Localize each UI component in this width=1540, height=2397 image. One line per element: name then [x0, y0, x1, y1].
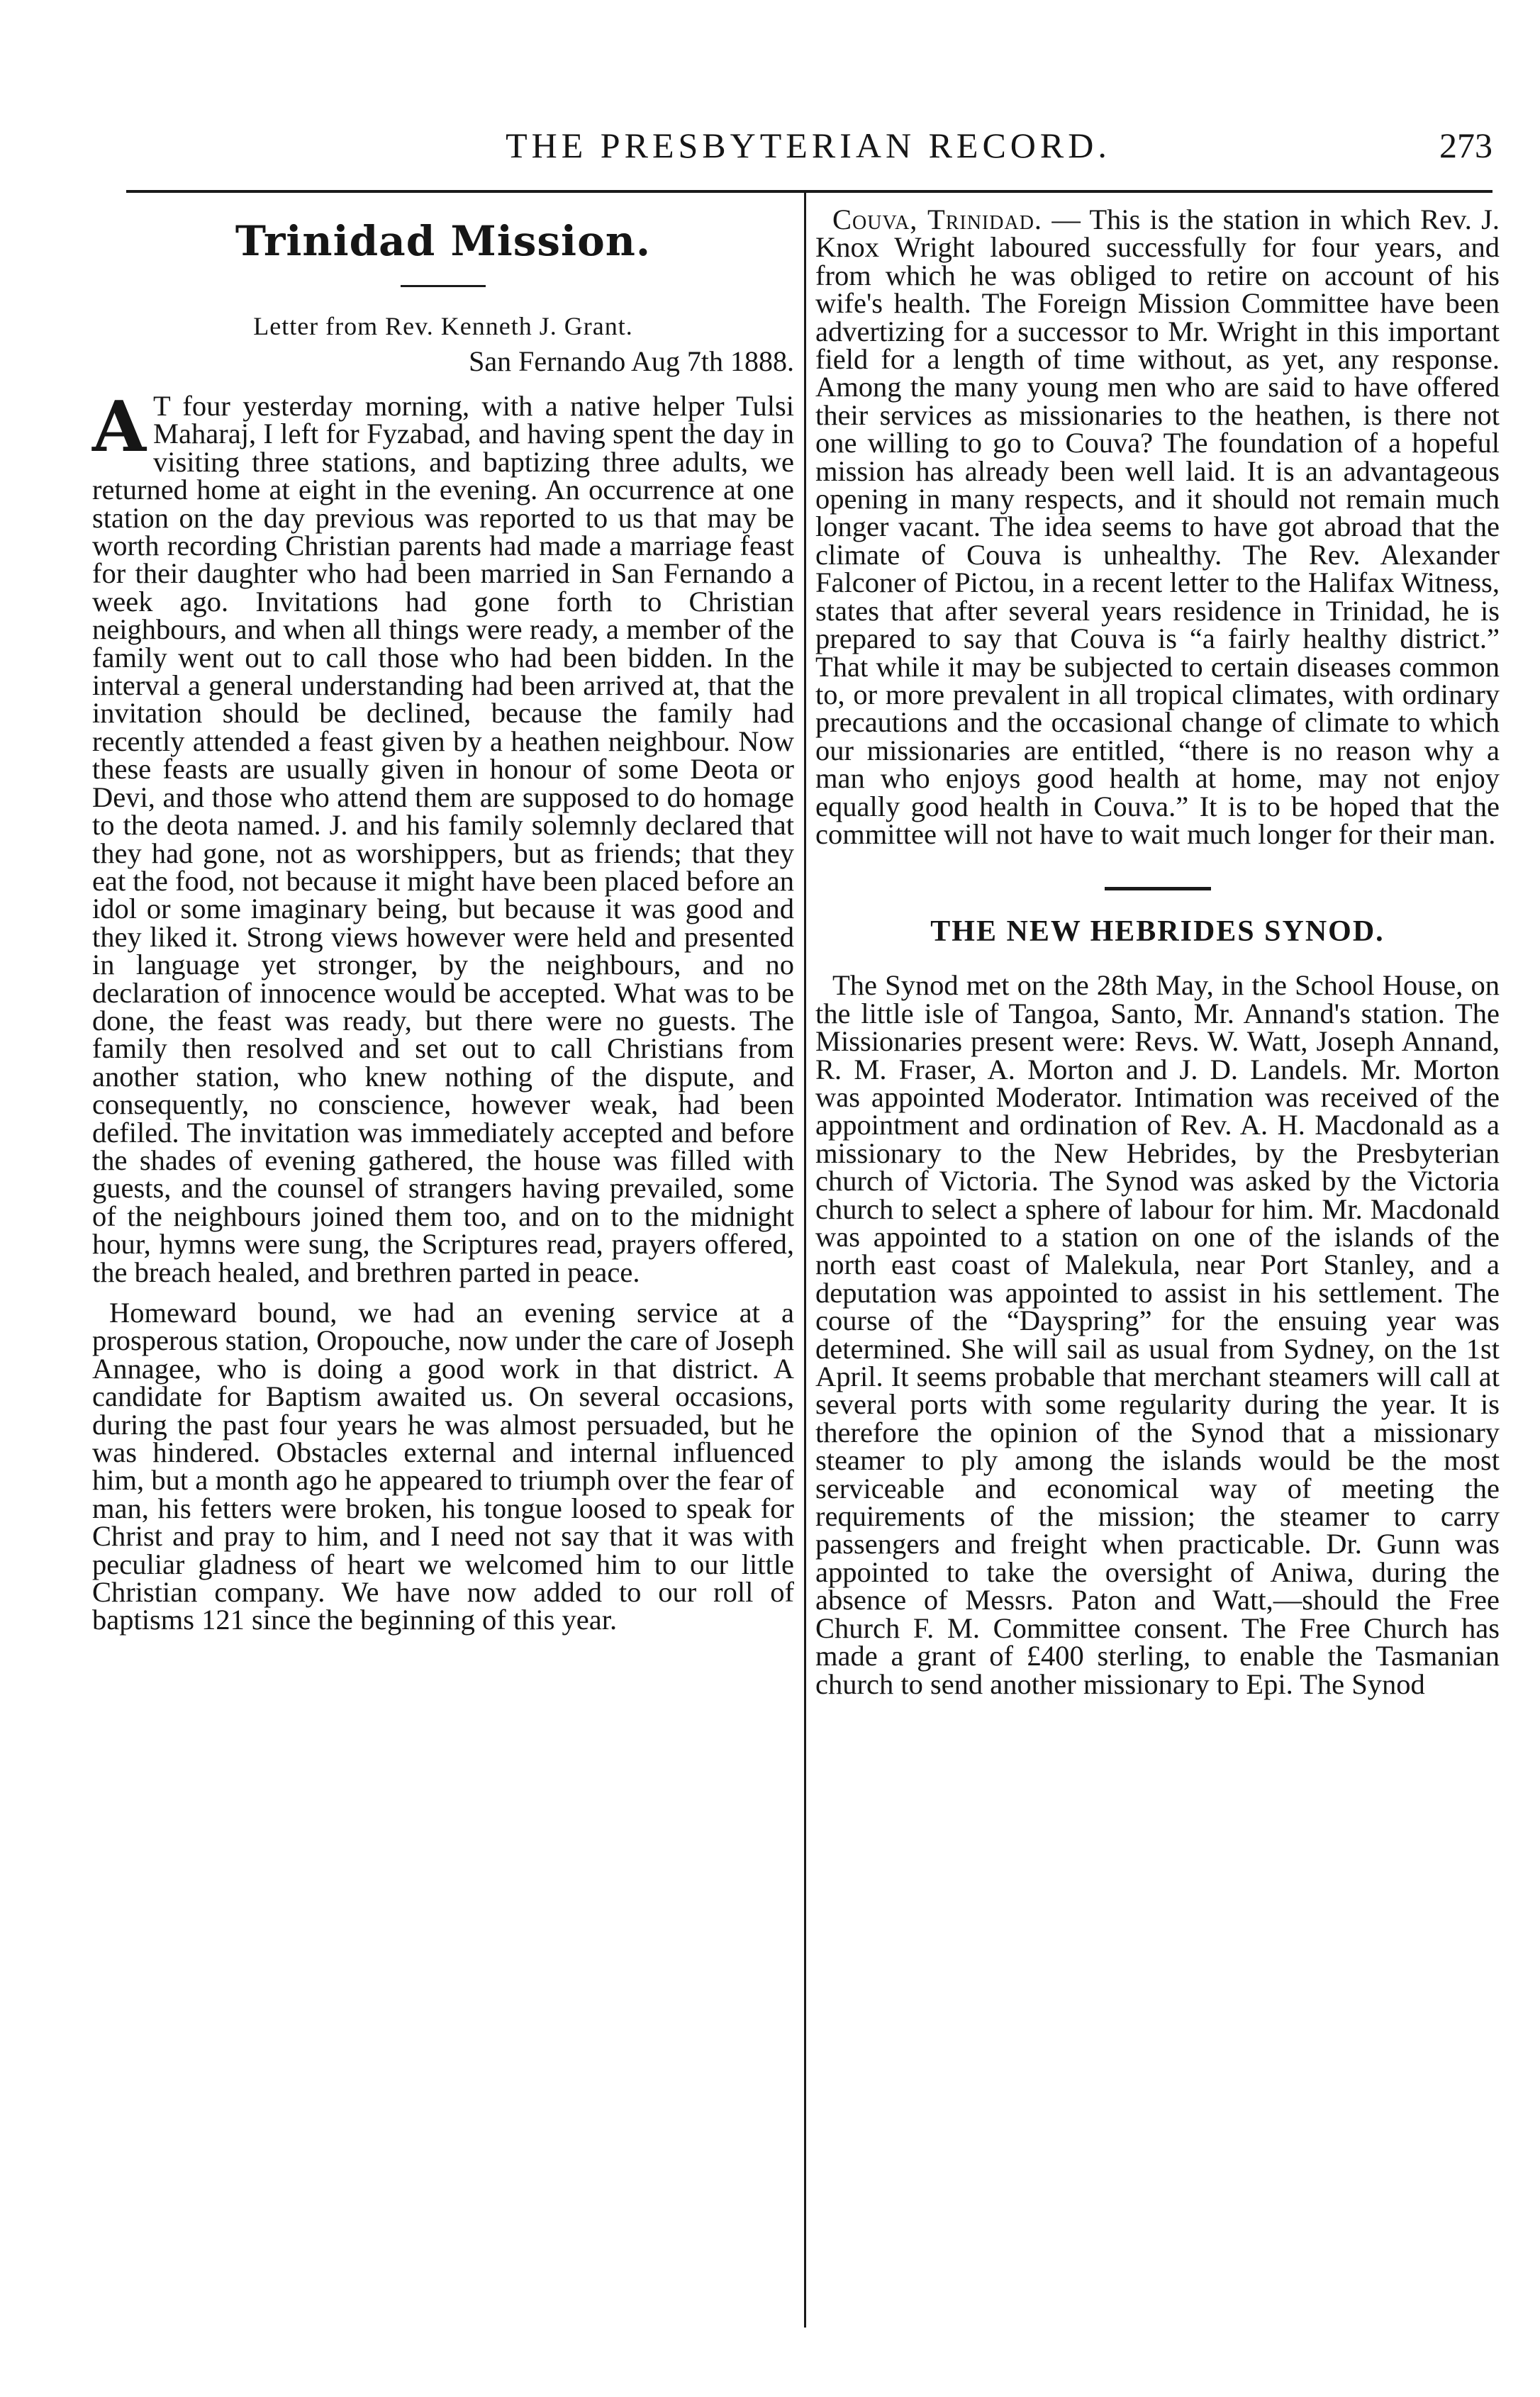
letter-dateline: San Fernando Aug 7th 1888.	[469, 345, 794, 377]
running-title: THE PRESBYTERIAN RECORD.	[506, 125, 1111, 165]
column-divider	[804, 190, 806, 2328]
letter-paragraph-2: Homeward bound, we had an evening service at a prosperous station, Oropouche, now under the care of Joseph Annagee, who is doing a good work in that district. A candidate for Baptism awaited us. On several occasions, during the past four years he was almost persuaded, but he was hindered. Obstacles external and internal influenced him, but a month ago he appeared to triumph over the fear of man, his fetters were broken, his tongue loosed to speak for Christ and pray to him, and I need not say that it was with peculiar gladness of heart we welcomed him to our little Christian company. We have now added to our roll of baptisms 121 since the beginning of this year.	[92, 1297, 794, 1636]
couva-lead: Couva, Trinidad.	[832, 203, 1043, 235]
page-number: 273	[1439, 125, 1492, 165]
synod-paragraph: The Synod met on the 28th May, in the School House, on the little isle of Tangoa, Santo, Mr. Annand's station. The Missionaries present were: Revs. W. Watt, Joseph Annand, R. M. Fraser, A. Morton and J. D. Landels. Mr. Morton was appointed Moderator. Intimation was received of the appointment and ordination of Rev. A. H. Macdonald as a missionary to the New Hebrides, by the Presbyterian church of Victoria. The Synod was asked by the Victoria church to select a sphere of labour for him. Mr. Macdonald was appointed to a station on one of the islands of the north east coast of Malekula, near Port Stanley, and a deputation was appointed to assist in his settlement. The course of the “Dayspring” for the ensuing year was determined. She will sail as usual from Sydney, on the 1st April. It seems probable that merchant steamers will call at several ports with some regularity during the year. It is therefore the opinion of the Synod that a missionary steamer to ply among the islands would be the most serviceable and economical way of meeting the requirements of the mission; the steamer to carry passengers and freight when practicable. Dr. Gunn was appointed to take the oversight of Aniwa, during the absence of Messrs. Paton and Watt,—should the Free Church F. M. Committee consent. The Free Church has made a grant of £400 sterling, to enable the Tasmanian church to send another missionary to Epi. The Synod	[815, 969, 1500, 1700]
letter-byline: Letter from Rev. Kenneth J. Grant.	[253, 312, 633, 340]
right-column	[815, 203, 1500, 1700]
letter-paragraph-1-text: T four yesterday morning, with a native helper Tulsi Maharaj, I left for Fyzabad, and having spent the day in visiting three stations, and baptizing three adults, we returned home at eight in the evening. An occurrence at one station on the day previous was reported to us that may be worth recording Christian parents had made a marriage feast for their daughter who had been married in San Fernando a week ago. Invitations had gone forth to Christian neighbours, and when all things were ready, a member of the family went out to call those who had been bidden. In the interval a general understanding had been arrived at, that the invitation should be declined, because the family had recently attended a feast given by a heathen neighbour. Now these feasts are usually given in honour of some Deota or Devi, and those who attend them are supposed to do homage to the deota named. J. and his family solemnly declared that they had gone, not as worshippers, but as friends; that they eat the food, not because it might have been placed before an idol or some imaginary being, but because it was good and they liked it. Strong views however were held and presented in language yet stronger, by the neighbours, and no declaration of innocence would be accepted. What was to be done, the feast was ready, but there were no guests. The family then resolved and set out to call Christians from another station, who knew nothing of the dispute, and consequently, no conscience, however weak, had been defiled. The invitation was immediately accepted and before the shades of evening gathered, the house was filled with guests, and the counsel of strangers having prevailed, some of the neighbours joined them too, and on to the midnight hour, hymns were sung, the Scriptures read, prayers offered, the breach healed, and brethren parted in peace.	[92, 390, 794, 1288]
letter-paragraph-1	[92, 386, 794, 1288]
left-column	[92, 206, 794, 1634]
couva-text: — This is the station in which Rev. J. Knox Wright laboured successfully for four years, and from which he was obliged to retire on account of his wife's health. The Foreign Mission Committee have been advertizing for a successor to Mr. Wright in this important field for a length of time without, as yet, any response. Among the many young men who are said to have offered their services as missionaries to the heathen, is there not one willing to go to Couva? The foundation of a hopeful mission has already been well laid. It is an advantageous opening in many respects, and it should not remain much longer vacant. The idea seems to have got abroad that the climate of Couva is unhealthy. The Rev. Alexander Falconer of Pictou, in a recent letter to the Halifax Witness, states that after several years residence in Trinidad, he is prepared to say that Couva is “a fairly healthy district.” That while it may be subjected to certain diseases common to, or more prevalent in all tropical climates, with ordinary precautions and the occasional change of climate to which our missionaries are entitled, “there is no reason why a man who enjoys good health at home, may not enjoy equally good health in Couva.” It is to be hoped that the committee will not have to wait much longer for their man.	[815, 203, 1500, 850]
page-header	[124, 121, 1492, 170]
section-title: Trinidad Mission.	[235, 217, 652, 265]
title-rule	[401, 285, 486, 287]
synod-heading: THE NEW HEBRIDES SYNOD.	[930, 915, 1385, 949]
top-rule	[126, 190, 1492, 193]
couva-paragraph	[815, 203, 1500, 850]
drop-cap: A	[92, 386, 147, 468]
section-rule	[1105, 887, 1211, 890]
